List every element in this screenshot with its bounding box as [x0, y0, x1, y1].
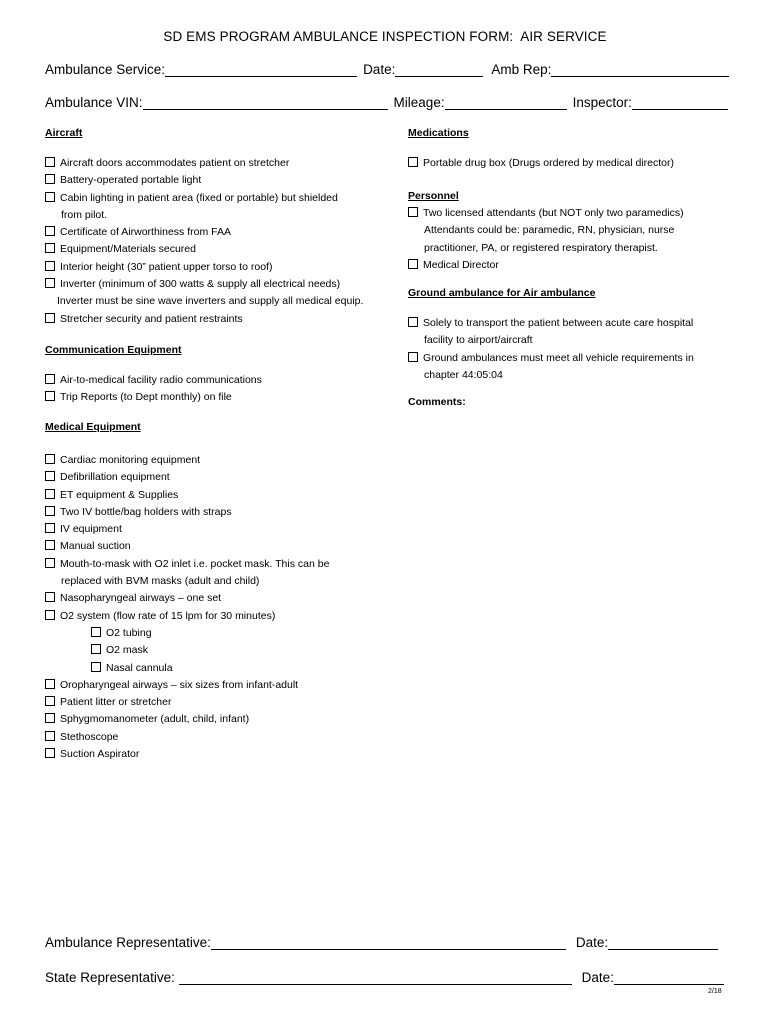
- aircraft-list: [45, 155, 363, 328]
- checklist-subitem[interactable]: Nasal cannula: [45, 660, 329, 677]
- checkbox[interactable]: [45, 489, 55, 499]
- checkbox[interactable]: [45, 696, 55, 706]
- checklist-item[interactable]: Air-to-medical facility radio communications: [45, 372, 262, 389]
- checklist-item[interactable]: Suction Aspirator: [45, 746, 329, 763]
- communication-heading: Communication Equipment: [45, 344, 182, 356]
- footer-row-2: [45, 970, 730, 985]
- checklist-item[interactable]: Mouth-to-mask with O2 inlet i.e. pocket mask. This can be: [45, 556, 329, 573]
- ground-heading: Ground ambulance for Air ambulance: [408, 287, 596, 299]
- footer-row-1: [45, 935, 724, 950]
- page-number: 2/18: [708, 988, 722, 995]
- checkbox[interactable]: [45, 243, 55, 253]
- checklist-item-continuation: chapter 44:05:04: [424, 368, 503, 381]
- checklist-item-continuation: Attendants could be: paramedic, RN, physician, nurse: [424, 224, 675, 237]
- checklist-item[interactable]: Aircraft doors accommodates patient on stretcher: [45, 155, 363, 172]
- checkbox[interactable]: [45, 679, 55, 689]
- checkbox[interactable]: [45, 748, 55, 758]
- checkbox[interactable]: [45, 523, 55, 533]
- checkbox[interactable]: [45, 610, 55, 620]
- checkbox[interactable]: [45, 278, 55, 288]
- checklist-item[interactable]: Trip Reports (to Dept monthly) on file: [45, 389, 262, 406]
- checkbox[interactable]: [408, 259, 418, 269]
- checklist-item[interactable]: Patient litter or stretcher: [45, 694, 329, 711]
- checkbox[interactable]: [45, 192, 55, 202]
- state-rep-date-field[interactable]: [614, 970, 724, 985]
- aircraft-heading: Aircraft: [45, 127, 83, 139]
- checkbox[interactable]: [91, 644, 101, 654]
- ambulance-rep-label: Ambulance Representative:: [45, 935, 211, 950]
- checkbox[interactable]: [45, 713, 55, 723]
- checkbox[interactable]: [45, 540, 55, 550]
- checklist-item[interactable]: Manual suction: [45, 538, 329, 555]
- medications-list: [408, 155, 674, 172]
- checklist-item-continuation: Inverter must be sine wave inverters and supply all medical equip.: [57, 295, 364, 308]
- ambulance-vin-label: Ambulance VIN:: [45, 95, 143, 110]
- checkbox[interactable]: [45, 174, 55, 184]
- date-label: Date:: [575, 935, 609, 950]
- checklist-item[interactable]: Stethoscope: [45, 729, 329, 746]
- checklist-item[interactable]: Cardiac monitoring equipment: [45, 452, 329, 469]
- checklist-item[interactable]: IV equipment: [45, 521, 329, 538]
- checklist-item[interactable]: Stretcher security and patient restraints: [45, 311, 363, 328]
- checkbox[interactable]: [408, 207, 418, 217]
- checkbox[interactable]: [45, 157, 55, 167]
- checklist-item[interactable]: Nasopharyngeal airways – one set: [45, 590, 329, 607]
- ambulance-service-label: Ambulance Service:: [45, 62, 166, 77]
- state-rep-signature-field[interactable]: [179, 970, 572, 985]
- mileage-field[interactable]: [445, 95, 567, 110]
- checkbox[interactable]: [45, 261, 55, 271]
- medical-heading: Medical Equipment: [45, 421, 141, 433]
- checkbox[interactable]: [408, 157, 418, 167]
- checklist-item[interactable]: Two licensed attendants (but NOT only two paramedics): [408, 205, 684, 222]
- checkbox[interactable]: [45, 731, 55, 741]
- inspector-field[interactable]: [632, 95, 728, 110]
- checkbox[interactable]: [408, 317, 418, 327]
- checklist-item[interactable]: Cabin lighting in patient area (fixed or portable) but shielded: [45, 190, 363, 207]
- checkbox[interactable]: [45, 391, 55, 401]
- checklist-item-continuation: from pilot.: [61, 208, 108, 221]
- medications-heading: Medications: [408, 127, 469, 139]
- ground-list: [408, 315, 694, 384]
- inspector-label: Inspector:: [572, 95, 632, 110]
- checklist-subitem[interactable]: O2 mask: [45, 642, 329, 659]
- header-row-1: [45, 62, 735, 77]
- checklist-item[interactable]: Ground ambulances must meet all vehicle requirements in: [408, 350, 694, 367]
- ambulance-service-field[interactable]: [165, 62, 357, 77]
- comments-label: Comments:: [408, 396, 466, 408]
- checklist-item-continuation: replaced with BVM masks (adult and child): [61, 575, 260, 588]
- checklist-item[interactable]: Portable drug box (Drugs ordered by medical director): [408, 155, 674, 172]
- checklist-item[interactable]: Medical Director: [408, 257, 684, 274]
- amb-rep-field[interactable]: [551, 62, 729, 77]
- checklist-item[interactable]: Inverter (minimum of 300 watts & supply all electrical needs): [45, 276, 363, 293]
- checkbox[interactable]: [45, 454, 55, 464]
- checklist-item[interactable]: O2 system (flow rate of 15 lpm for 30 minutes): [45, 608, 329, 625]
- checklist-item[interactable]: Battery-operated portable light: [45, 172, 363, 189]
- ambulance-rep-date-field[interactable]: [608, 935, 718, 950]
- checkbox[interactable]: [45, 313, 55, 323]
- date-label: Date:: [581, 970, 614, 985]
- checkbox[interactable]: [91, 662, 101, 672]
- medical-list: [45, 452, 329, 763]
- date-field[interactable]: [395, 62, 483, 77]
- checkbox[interactable]: [408, 352, 418, 362]
- state-rep-label: State Representative:: [45, 970, 179, 985]
- page-title: SD EMS PROGRAM AMBULANCE INSPECTION FORM: AIR SERVICE: [163, 29, 607, 44]
- checkbox[interactable]: [45, 592, 55, 602]
- checklist-item-continuation: facility to airport/aircraft: [424, 334, 533, 347]
- mileage-label: Mileage:: [393, 95, 445, 110]
- date-label: Date:: [363, 62, 396, 77]
- checkbox[interactable]: [45, 471, 55, 481]
- checklist-item[interactable]: ET equipment & Supplies: [45, 487, 329, 504]
- checklist-subitem[interactable]: O2 tubing: [45, 625, 329, 642]
- checklist-item[interactable]: Interior height (30” patient upper torso to roof): [45, 259, 363, 276]
- checklist-item[interactable]: Oropharyngeal airways – six sizes from infant-adult: [45, 677, 329, 694]
- checkbox[interactable]: [45, 506, 55, 516]
- checkbox[interactable]: [91, 627, 101, 637]
- checklist-item[interactable]: Defibrillation equipment: [45, 469, 329, 486]
- checklist-item[interactable]: Two IV bottle/bag holders with straps: [45, 504, 329, 521]
- checklist-item[interactable]: Solely to transport the patient between acute care hospital: [408, 315, 694, 332]
- personnel-heading: Personnel: [408, 190, 459, 202]
- amb-rep-label: Amb Rep:: [491, 62, 552, 77]
- checklist-item[interactable]: Equipment/Materials secured: [45, 241, 363, 258]
- header-row-2: [45, 95, 734, 110]
- ambulance-vin-field[interactable]: [143, 95, 388, 110]
- ambulance-rep-signature-field[interactable]: [211, 935, 566, 950]
- communication-list: [45, 372, 262, 407]
- checkbox[interactable]: [45, 558, 55, 568]
- checklist-item[interactable]: Sphygmomanometer (adult, child, infant): [45, 711, 329, 728]
- checkbox[interactable]: [45, 374, 55, 384]
- checklist-item-continuation: practitioner, PA, or registered respiratory therapist.: [424, 241, 658, 254]
- personnel-list: [408, 205, 684, 274]
- checkbox[interactable]: [45, 226, 55, 236]
- checklist-item[interactable]: Certificate of Airworthiness from FAA: [45, 224, 363, 241]
